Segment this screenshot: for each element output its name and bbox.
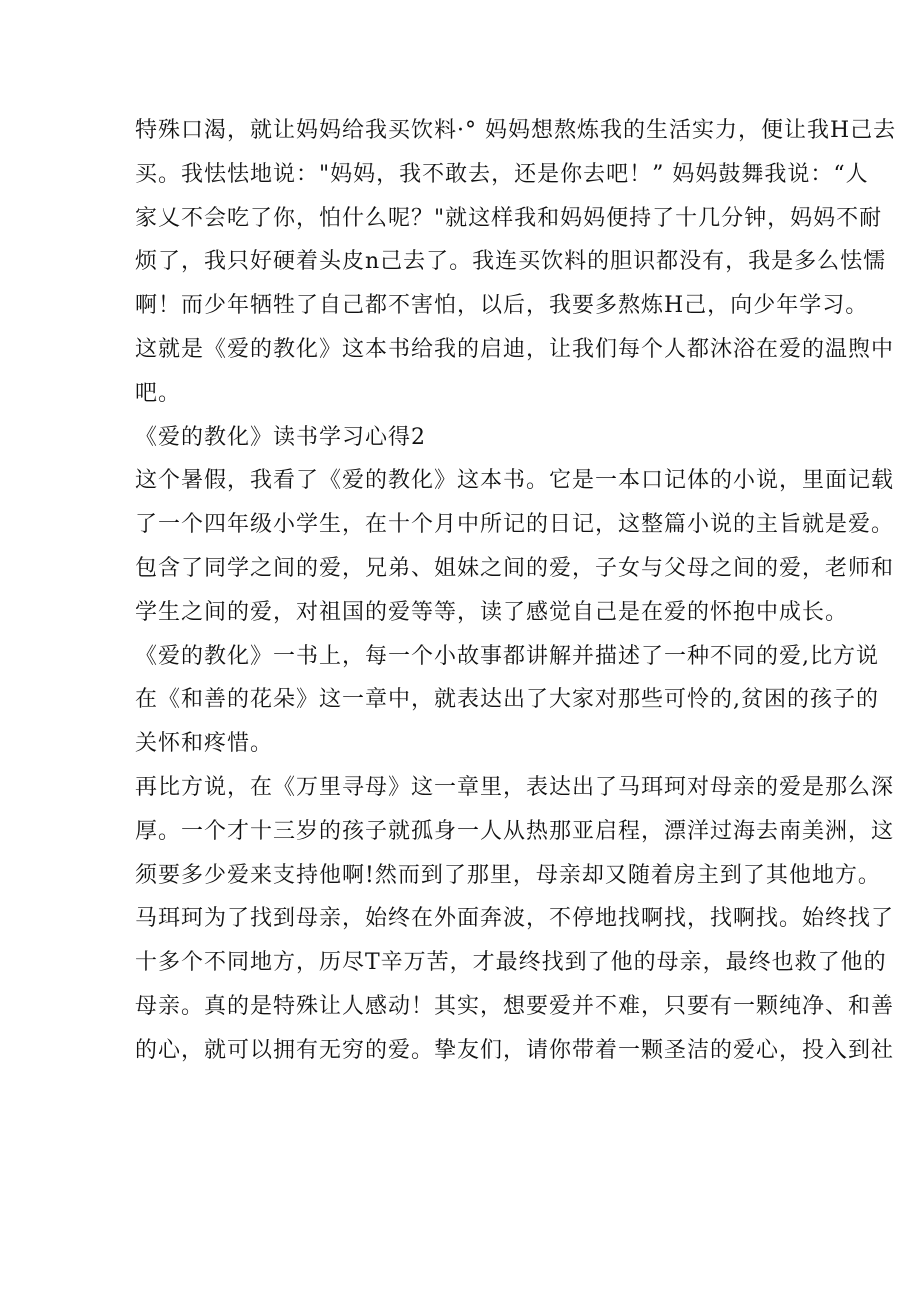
- text-line: 家乂不会吃了你，怕什么呢？"就这样我和妈妈便持了十几分钟，妈妈不耐: [135, 205, 883, 231]
- text-line: 马珥珂为了找到母亲，始终在外面奔波，不停地找啊找，找啊找。始终找了: [135, 906, 895, 932]
- text-line: 这就是《爱的教化》这本书给我的启迪，让我们每个人都沐浴在爱的温煦中: [135, 336, 895, 362]
- text-line: 学生之间的爱，对祖国的爱等等，读了感觉自己是在爱的怀抱中成长。: [135, 599, 849, 625]
- text-line: 十多个不同地方，历尽T辛万苦，才最终找到了他的母亲，最终也救了他的: [135, 950, 887, 976]
- text-line: 关怀和疼惜。: [135, 731, 274, 757]
- text-line: 烦了，我只好硬着头皮n己去了。我连买饮料的胆识都没有，我是多么怯懦: [135, 249, 887, 275]
- text-line: 厚。一个才十三岁的孩子就孤身一人从热那亚启程，漂洋过海去南美洲，这: [135, 818, 895, 844]
- text-line: 啊！而少年牺牲了自己都不害怕，以后，我要多熬炼H己，向少年学习。: [135, 293, 869, 319]
- text-line: 吧。: [135, 380, 182, 406]
- text-line: 包含了同学之间的爱，兄弟、姐妹之间的爱，子女与父母之间的爱，老师和: [135, 555, 895, 581]
- text-line: 母亲。真的是特殊让人感动！其实，想要爱并不难，只要有一颗纯净、和善: [135, 993, 895, 1019]
- text-line: 的心，就可以拥有无穷的爱。挚友们，请你带着一颗圣洁的爱心，投入到社: [135, 1037, 895, 1063]
- text-line: 《爱的教化》一书上，每一个小故事都讲解并描述了一种不同的爱,比方说: [135, 643, 879, 669]
- document-body: [135, 109, 897, 1073]
- text-line: 须要多少爱来支持他啊!然而到了那里，母亲却又随着房主到了其他地方。: [135, 862, 881, 888]
- text-line: 在《和善的花朵》这一章中，就表达出了大家对那些可怜的,贫困的孩子的: [135, 687, 879, 713]
- text-line: 这个暑假，我看了《爱的教化》这本书。它是一本口记体的小说，里面记载: [135, 468, 895, 494]
- section-heading: 《爱的教化》读书学习心得2: [135, 424, 426, 450]
- text-line: 特殊口渴，就让妈妈给我买饮料·° 妈妈想熬炼我的生活实力，便让我H己去: [135, 118, 897, 143]
- text-line: 再比方说，在《万里寻母》这一章里，表达出了马珥珂对母亲的爱是那么深: [135, 774, 895, 800]
- text-line: 买。我怯怯地说："妈妈，我不敢去，还是你去吧！” 妈妈鼓舞我说：“人: [135, 161, 869, 187]
- text-line: 了一个四年级小学生，在十个月中所记的日记，这整篇小说的主旨就是爱。: [135, 512, 895, 538]
